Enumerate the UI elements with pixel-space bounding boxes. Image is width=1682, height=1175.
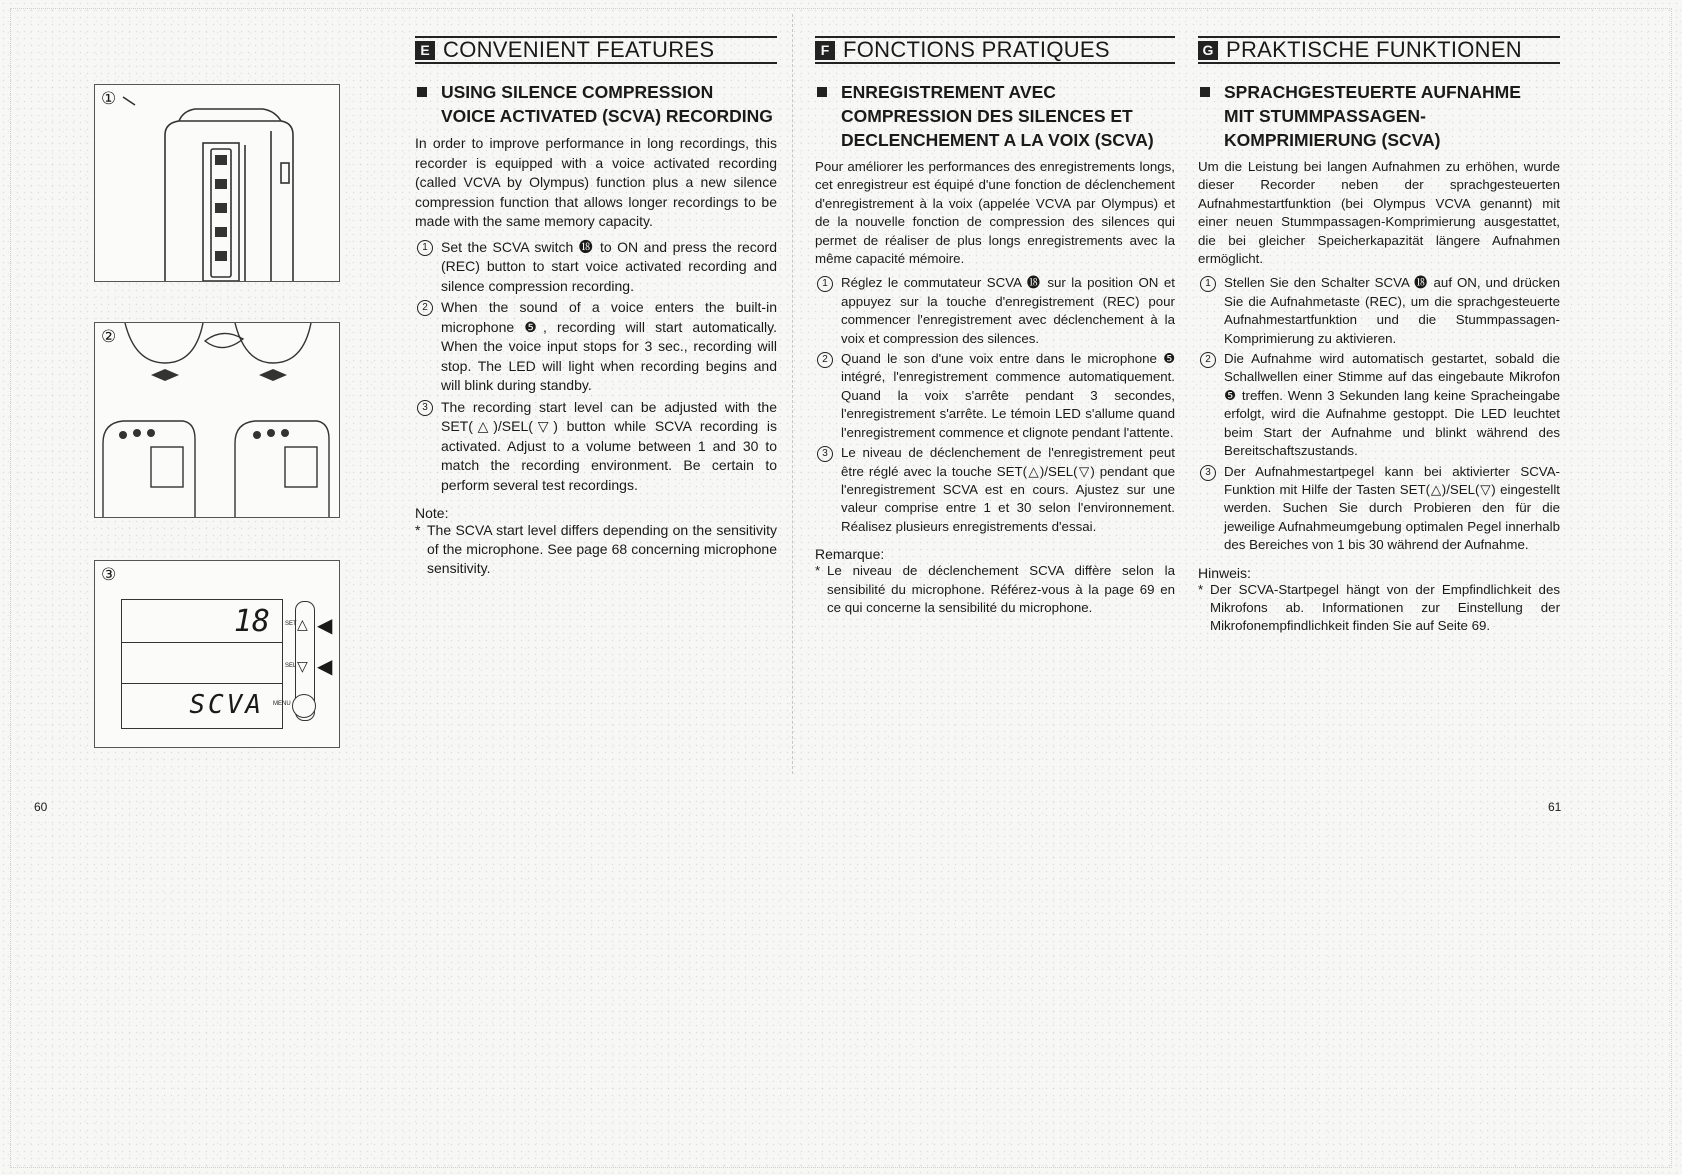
sel-down-triangle-icon: ▽ [297, 658, 308, 674]
step-number: 3 [1200, 465, 1216, 481]
arrow-left-icon: ◀ [317, 615, 333, 637]
french-section-header [815, 36, 1175, 64]
french-step-2 [815, 350, 1175, 442]
square-bullet-icon [417, 87, 427, 97]
french-column [815, 36, 1175, 617]
french-steps [815, 274, 1175, 536]
german-subheading-line-1: SPRACHGESTEUERTE AUFNAHME [1224, 82, 1521, 102]
german-note-text: Der SCVA-Startpegel hängt von der Empfindlichkeit des Mikrofons ab. Informationen zur Einstellung der Mikrofonempfindlichkeit finden Sie auf Seite 69. [1210, 581, 1560, 634]
step-text: Stellen Sie den Schalter SCVA ⓲ auf ON, und drücken Sie die Aufnahmetaste (REC), um die sprachgesteuerte Aufnahmestartfunktion und die Stummpassagen-Komprimierung zu aktivieren. [1224, 275, 1560, 346]
french-step-1 [815, 274, 1175, 348]
language-badge-g: G [1198, 41, 1218, 60]
asterisk-icon: * [815, 563, 821, 579]
sel-button-label: SEL [285, 663, 297, 669]
set-up-triangle-icon: △ [297, 616, 308, 632]
french-section-title: FONCTIONS PRATIQUES [843, 37, 1110, 62]
figure-2 [94, 322, 340, 518]
german-note-label: Hinweis: [1198, 564, 1251, 581]
step-text: The recording start level can be adjusted with the SET(△)/SEL(▽) button while SCVA recording is activated. Adjust to a volume between 1 and 30 to match the recording environment. Be certain to perform several test recordings. [441, 398, 777, 493]
french-subheading-line-3: DECLENCHEMENT A LA VOIX (SCVA) [841, 130, 1154, 150]
english-step-2 [415, 298, 777, 396]
figure-1-label: ① [101, 89, 117, 109]
step-number: 1 [1200, 276, 1216, 292]
english-step-3 [415, 398, 777, 496]
german-column [1198, 36, 1560, 636]
figure-3-label: ③ [101, 565, 117, 585]
french-note [815, 562, 1175, 617]
french-intro: Pour améliorer les performances des enregistrements longs, cet enregistreur est équipé d'une fonction de déclenchement d'enregistrement à la voix (appelée VCVA par Olympus) et de la nouvelle fonction de compression des silences qui permet de réaliser de plus longs enregistrements avec la même capacité mémoire. [815, 159, 1175, 267]
german-intro: Um die Leistung bei langen Aufnahmen zu erhöhen, wurde dieser Recorder neben der sprachgesteuerten Aufnahmestartfunktion (bei Olympus VCVA genannt) mit einer neuen Stummpassagen-Komprimierung ausgestattet, die bei gleicher Speicherkapazität längere Aufnahmen ermöglicht. [1198, 159, 1560, 267]
step-text: Die Aufnahme wird automatisch gestartet, sobald die Schallwellen einer Stimme auf das eingebaute Mikrofon ❺ treffen. Wenn 3 Sekunden lang keine Spracheingabe erfolgt, wird die Aufnahme gestoppt. Die LED leuchtet beim Start der Aufnahme und blinkt während des Bereitschaftszustands. [1224, 351, 1560, 459]
language-badge-f: F [815, 41, 835, 60]
page-number-left: 60 [34, 800, 48, 814]
step-text: Quand le son d'une voix entre dans le microphone ❺ intégré, l'enregistrement commence automatiquement. Quand la voix s'arrête pendant 3 secondes, l'enregistrement s'arrête. Le témoin LED s'allume quand l'enregistrement commence et clignote pendant l'attente. [841, 351, 1175, 440]
step-text: When the sound of a voice enters the built-in microphone ❺, recording will start automatically. When the voice input stops for 3 sec., recording will stop. The LED will light when recording begins and will blink during standby. [441, 299, 777, 393]
lcd-display [121, 599, 283, 729]
french-note-label: Remarque: [815, 546, 885, 563]
english-intro: In order to improve performance in long recordings, this recorder is equipped with a voice activated recording (called VCVA by Olympus) function plus a new silence compression function that allows longer recordings to be made with the same memory capacity. [415, 135, 777, 229]
menu-button-label: MENU [273, 701, 291, 707]
asterisk-icon: * [415, 522, 421, 538]
step-number: 3 [817, 446, 833, 462]
lcd-mode-text: SCVA [189, 690, 264, 720]
german-subheading-line-3: KOMPRIMIERUNG (SCVA) [1224, 130, 1441, 150]
english-note-text: The SCVA start level differs depending on the sensitivity of the microphone. See page 68 concerning microphone sensitivity. [427, 522, 777, 576]
english-section-header [415, 36, 777, 64]
english-note [415, 521, 777, 578]
french-note-text: Le niveau de déclenchement SCVA diffère selon la sensibilité du microphone. Référez-vous à la page 69 en ce qui concerne la sensibilité du microphone. [827, 563, 1175, 615]
german-section-header [1198, 36, 1560, 64]
german-steps [1198, 274, 1560, 554]
english-note-label: Note: [415, 505, 449, 521]
figure-2-label: ② [101, 327, 117, 347]
english-step-1 [415, 238, 777, 297]
german-step-3 [1198, 463, 1560, 555]
recorder-side-illustration [95, 85, 339, 281]
english-subheading [415, 80, 777, 128]
english-subheading-line-2: VOICE ACTIVATED (SCVA) RECORDING [441, 106, 773, 126]
german-step-2 [1198, 350, 1560, 460]
english-section-title: CONVENIENT FEATURES [443, 37, 715, 62]
english-subheading-line-1: USING SILENCE COMPRESSION [441, 82, 714, 102]
french-subheading-line-2: COMPRESSION DES SILENCES ET [841, 106, 1133, 126]
french-subheading-line-1: ENREGISTREMENT AVEC [841, 82, 1056, 102]
arrow-left-icon: ◀ [317, 656, 333, 678]
step-number: 1 [817, 276, 833, 292]
step-number: 3 [417, 400, 433, 416]
step-number: 2 [417, 300, 433, 316]
square-bullet-icon [1200, 87, 1210, 97]
figure-3 [94, 560, 340, 748]
french-subheading [815, 80, 1175, 152]
german-subheading [1198, 80, 1560, 152]
step-text: Le niveau de déclenchement de l'enregistrement peut être réglé avec la touche SET(△)/SEL(▽) pendant que l'enregistrement SCVA est en cours. Ajustez sur une valeur comprise entre 1 et 30 selon l'environnement. Réalisez plusieurs enregistrements d'essai. [841, 445, 1175, 534]
menu-round-button [292, 694, 316, 718]
square-bullet-icon [817, 87, 827, 97]
step-text: Réglez le commutateur SCVA ⓲ sur la position ON et appuyez sur la touche d'enregistrement (REC) pour commencer l'enregistrement avec déclenchement à la voix et compression des silences. [841, 275, 1175, 346]
german-step-1 [1198, 274, 1560, 348]
german-note [1198, 581, 1560, 636]
step-number: 2 [1200, 352, 1216, 368]
step-text: Set the SCVA switch ⓲ to ON and press the record (REC) button to start voice activated recording and silence compression recording. [441, 238, 777, 294]
english-steps [415, 238, 777, 496]
asterisk-icon: * [1198, 581, 1204, 597]
step-text: Der Aufnahmestartpegel kann bei aktivierter SCVA-Funktion mit Hilfe der Tasten SET(△)/SEL(▽) eingestellt werden. Suchen Sie durch Probieren den für die jeweilige Aufnahmeumgebung optimalen Pegel innerhalb des Bereiches von 1 bis 30 während der Aufnahme. [1224, 463, 1560, 553]
lcd-level-value: 18 [233, 604, 270, 639]
page-number-right: 61 [1548, 800, 1562, 814]
voice-activation-illustration [95, 323, 339, 517]
french-step-3 [815, 444, 1175, 536]
set-button-label: SET [285, 621, 297, 627]
german-subheading-line-2: MIT STUMMPASSAGEN- [1224, 106, 1426, 126]
step-number: 2 [817, 352, 833, 368]
language-badge-e: E [415, 41, 435, 60]
page-gutter [792, 14, 793, 774]
english-column [415, 36, 777, 578]
figure-1 [94, 84, 340, 282]
step-number: 1 [417, 240, 433, 256]
german-section-title: PRAKTISCHE FUNKTIONEN [1226, 37, 1522, 62]
